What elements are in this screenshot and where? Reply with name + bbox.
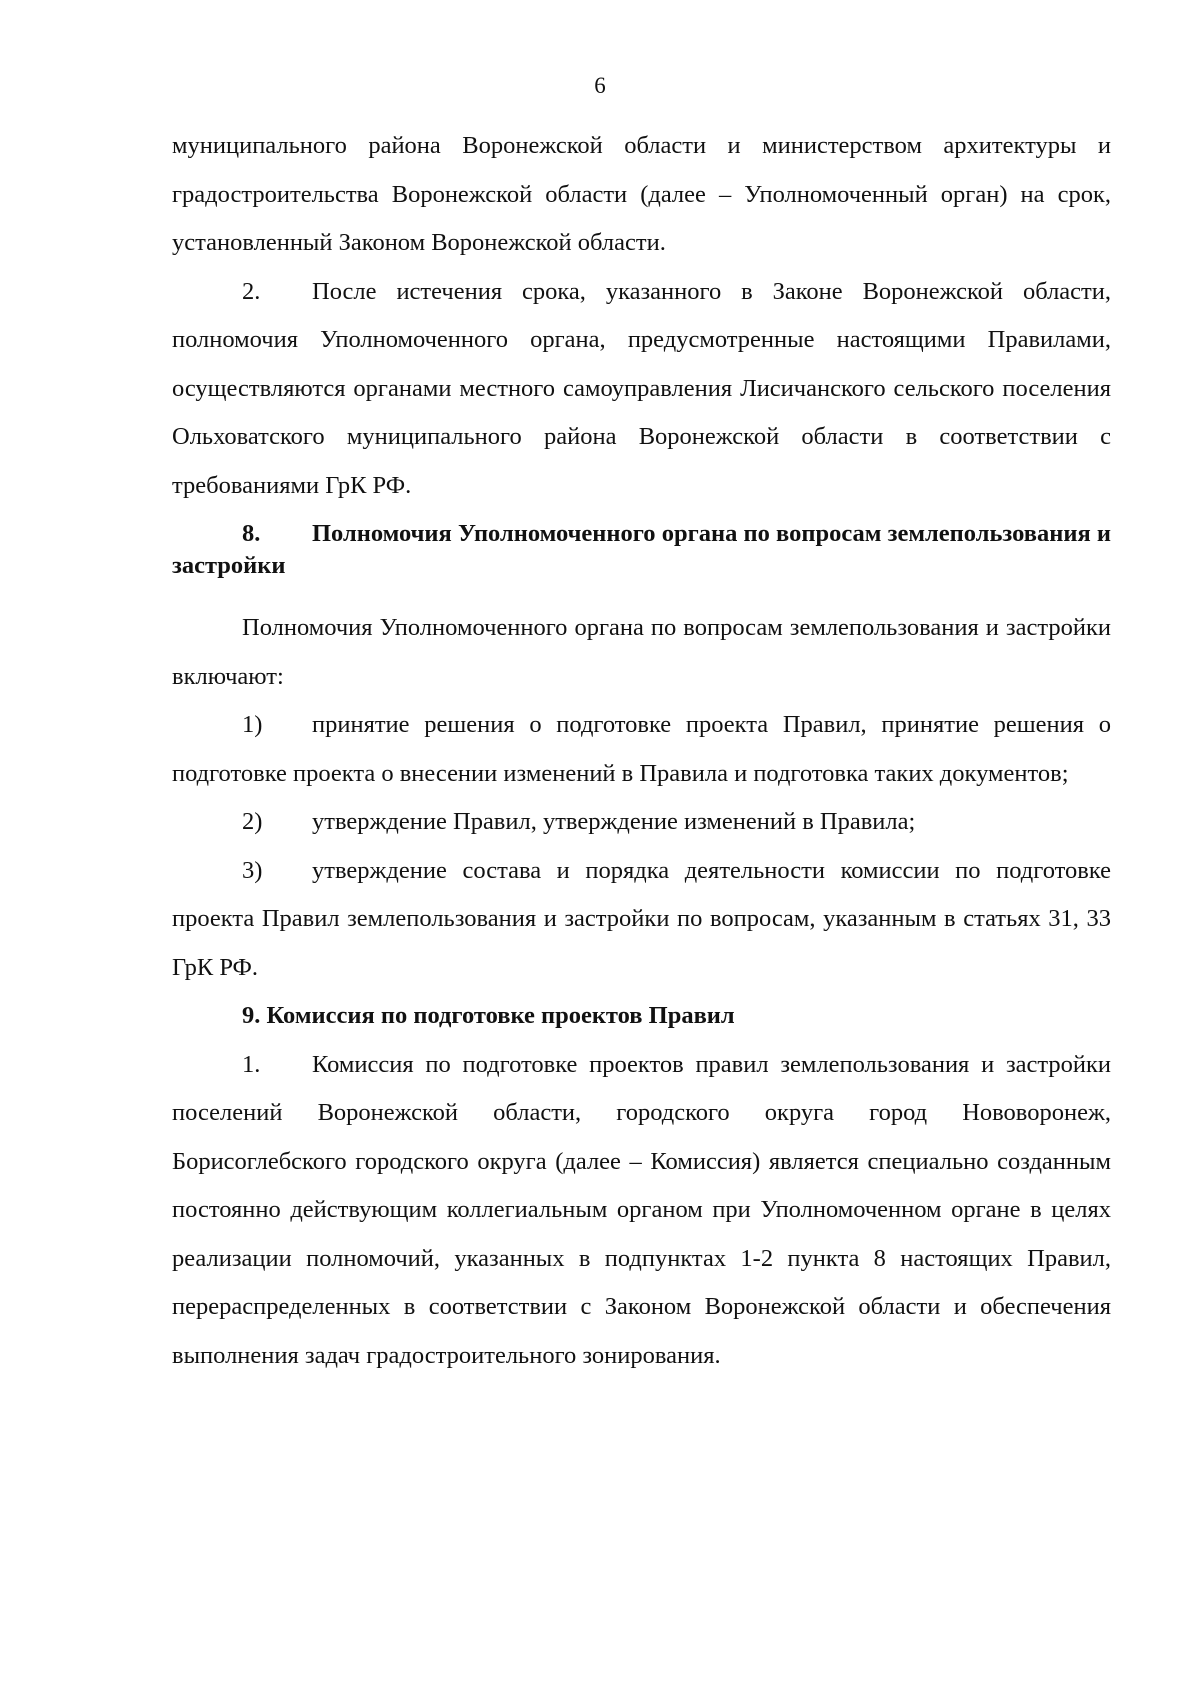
section-8-item-3 [172, 847, 1111, 993]
section-8-heading [172, 510, 1111, 590]
item-text: утверждение Правил, утверждение изменений в Правила; [312, 808, 916, 835]
section-number: 8. [242, 520, 261, 547]
section-title: Комиссия по подготовке проектов Правил [266, 1002, 735, 1029]
item-text: После истечения срока, указанного в Законе Воронежской области, полномочия Уполномоченного органа, предусмотренные настоящими Правилами, осуществляются органами местного самоуправления Лисичанского сельского поселения Ольховатского муниципального района Воронежской области в соответствии с требованиями ГрК РФ. [172, 277, 1111, 499]
intro-paragraph: муниципального района Воронежской области и министерством архитектуры и градостроительства Воронежской области (далее – Уполномоченный орган) на срок, установленный Законом Воронежской области. [172, 132, 1111, 256]
item-number: 1) [242, 711, 263, 738]
page-content [172, 122, 1111, 1380]
item-text: принятие решения о подготовке проекта Правил, принятие решения о подготовке проекта о внесении изменений в Правила и подготовка таких документов; [172, 711, 1111, 787]
item-text: Комиссия по подготовке проектов правил землепользования и застройки поселений Воронежской области, городского округа город Нововоронеж, Борисоглебского городского округа (далее – Комиссия) является специально созданным постоянно действующим коллегиальным органом при Уполномоченном органе в целях реализации полномочий, указанных в подпунктах 1-2 пункта 8 настоящих Правил, перераспределенных в соответствии с Законом Воронежской области и обеспечения выполнения задач градостроительного зонирования. [172, 1050, 1111, 1369]
section-number: 9. [242, 1002, 261, 1029]
page-number: 6 [594, 73, 606, 98]
item-number: 1. [242, 1050, 261, 1078]
paragraph-item-2 [172, 268, 1111, 511]
item-number: 3) [242, 856, 263, 884]
section-8-item-1 [172, 701, 1111, 798]
item-text: утверждение состава и порядка деятельности комиссии по подготовке проекта Правил землепользования и застройки по вопросам, указанным в статьях 31, 33 ГрК РФ. [172, 856, 1111, 981]
section-9-item-1 [172, 1041, 1111, 1381]
section-title: Полномочия Уполномоченного органа по вопросам землепользования и застройки [172, 520, 1111, 579]
item-number: 2. [242, 277, 261, 305]
section-8-intro: Полномочия Уполномоченного органа по вопросам землепользования и застройки включают: [172, 614, 1111, 690]
item-number: 2) [242, 808, 263, 835]
section-8-item-2 [172, 798, 1111, 847]
section-9-heading [172, 992, 1111, 1041]
